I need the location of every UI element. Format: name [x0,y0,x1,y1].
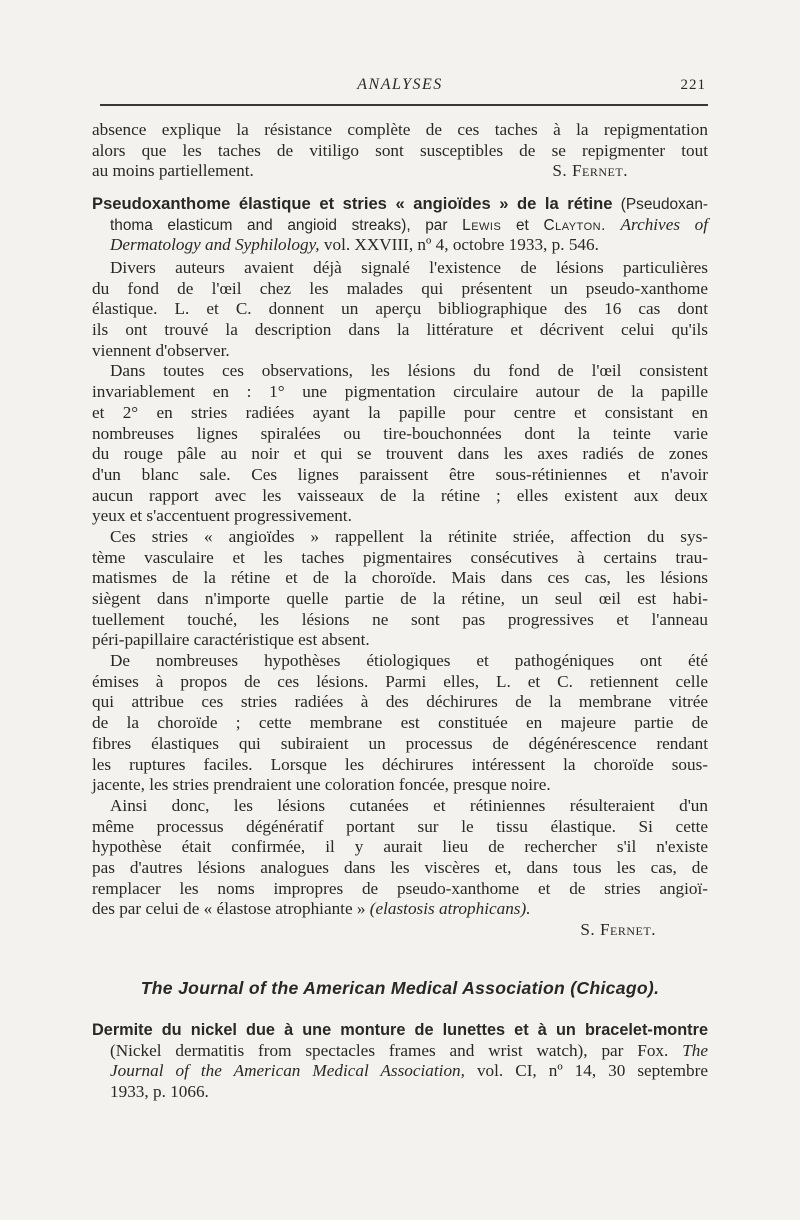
text-line: Divers auteurs avaient déjà signalé l'existence de lésions particulières [110,258,708,277]
article1-heading [92,194,708,256]
text-line: tème vasculaire et les taches pigmentaires consécutives à certains trau- [92,547,708,567]
text-line: alors que les taches de vitiligo sont susceptibles de se repigmenter tout [92,140,708,160]
text-line: péri-papillaire caractéristique est absent. [92,630,370,650]
text-line [92,899,708,920]
text-line: émises à propos de ces lésions. Parmi elles, L. et C. retiennent celle [92,671,708,691]
text-line: matismes de la rétine et de la choroïde. Mais dans ces cas, les lésions [92,568,708,588]
heading-line [92,215,708,236]
heading-line [92,1020,708,1041]
author-name: Clayton. [543,216,606,234]
text-line: tuellement touché, les lésions ne sont pas progressives et l'anneau [92,609,708,629]
text-fragment: thoma elasticum and angioid streaks), par [110,216,448,234]
text-line: absence explique la résistance complète de ces taches à la repigmentation [92,120,708,139]
text-line: d'un blanc sale. Ces lignes paraissent être sous-rétiniennes et n'avoir [92,464,708,484]
text-line: élastique. L. et C. donnent un aperçu bibliographique des 16 cas dont [92,299,708,319]
text-fragment: vol. XXVIII, nº 4, octobre 1933, p. 546. [323,235,599,255]
article-title: Pseudoxanthome élastique et stries « angioïdes » de la rétine [92,194,613,213]
text-line: De nombreuses hypothèses étiologiques et pathogéniques ont été [110,651,708,671]
text-line: Dans toutes ces observations, les lésions du fond de l'œil consistent [110,361,708,381]
text-fragment: (Pseudoxan- [620,196,708,213]
journal-name: Journal of the American Medical Association, [110,1061,465,1081]
signature-text: S. Fernet. [580,920,656,939]
heading-line: 1933, p. 1066. [110,1082,209,1102]
text-line: et 2° en stries radiées ayant la papille pour centre et consistant en [92,402,708,422]
signature [92,920,708,941]
text-line: siègent dans n'importe quelle partie de la rétine, un seul œil est habi- [92,589,708,608]
text-line: du fond de l'œil chez les malades qui présentent un pseudo-xanthome [92,278,708,298]
article1-body [92,258,708,941]
author-name: Lewis [462,216,502,234]
text-line: Ces stries « angioïdes » rappellent la rétinite striée, affection du sys- [110,526,708,546]
header-rule [100,104,708,106]
signature: S. Fernet. [552,161,628,181]
journal-name: The [682,1040,708,1060]
journal-section-title: The Journal of the American Medical Association (Chicago). [140,978,660,998]
text-line: hypothèse était confirmée, il y aurait lieu de rechercher s'il n'existe [92,837,708,857]
text-line: fibres élastiques qui subiraient un processus de dégénérescence rendant [92,733,708,753]
text-line: qui attribue ces stries radiées à des déchirures de la membrane vitrée [92,692,708,712]
text-line: les ruptures faciles. Lorsque les déchirures intéressent la choroïde sous- [92,754,708,774]
article2-heading [92,1020,708,1103]
text-line: viennent d'observer. [92,340,230,360]
text-line: de la choroïde ; cette membrane est constituée en majeure partie de [92,713,708,733]
text-fragment: (elastosis atrophicans). [369,899,531,919]
page-number: 221 [680,77,706,93]
text-line: nombreuses lignes spiralées ou tire-bouchonnées dont la teinte varie [92,423,708,443]
journal-name: Archives of [620,214,709,234]
text-line: ils ont trouvé la description dans la littérature et décrivent celui qu'ils [92,320,708,340]
text-line: Ainsi donc, les lésions cutanées et rétiniennes résulteraient d'un [110,795,708,815]
heading-line [92,194,708,215]
heading-line [92,1061,708,1082]
text-fragment: vol. CI, nº 14, 30 septembre [476,1061,708,1081]
text-line: du rouge pâle au noir et qui se trouvent dans les axes radiés de zones [92,444,708,464]
text-line: jacente, les stries prendraient une coloration foncée, presque noire. [92,775,551,795]
text-fragment: des par celui de « élastose atrophiante » [92,899,366,919]
text-line: même processus dégénératif portant sur le tissu élastique. Si cette [92,816,708,836]
text-line: pas d'autres lésions analogues dans les viscères et, dans tous les cas, de [92,857,708,877]
heading-line [92,1041,708,1062]
text-line: remplacer les noms impropres de pseudo-xanthome et de stries angioï- [92,878,708,898]
text-line: yeux et s'accentuent progressivement. [92,506,352,526]
journal-name: Dermatology and Syphilology, [110,235,320,255]
text-fragment: au moins partiellement. [92,161,254,181]
article-title: Dermite du nickel due à une monture de lunettes et à un bracelet-montre [92,1021,708,1039]
heading-line [92,235,708,256]
text-line: aucun rapport avec les vaisseaux de la rétine ; elles existent aux deux [92,485,708,505]
page-header [92,76,708,100]
text-fragment: (Nickel dermatitis from spectacles frames and wrist watch), par Fox. [110,1040,669,1060]
intro-text [92,120,708,182]
text-line: invariablement en : 1° une pigmentation circulaire autour de la papille [92,382,708,402]
running-title: ANALYSES [357,76,443,93]
text-fragment: et [515,216,529,234]
text-line [92,161,708,182]
